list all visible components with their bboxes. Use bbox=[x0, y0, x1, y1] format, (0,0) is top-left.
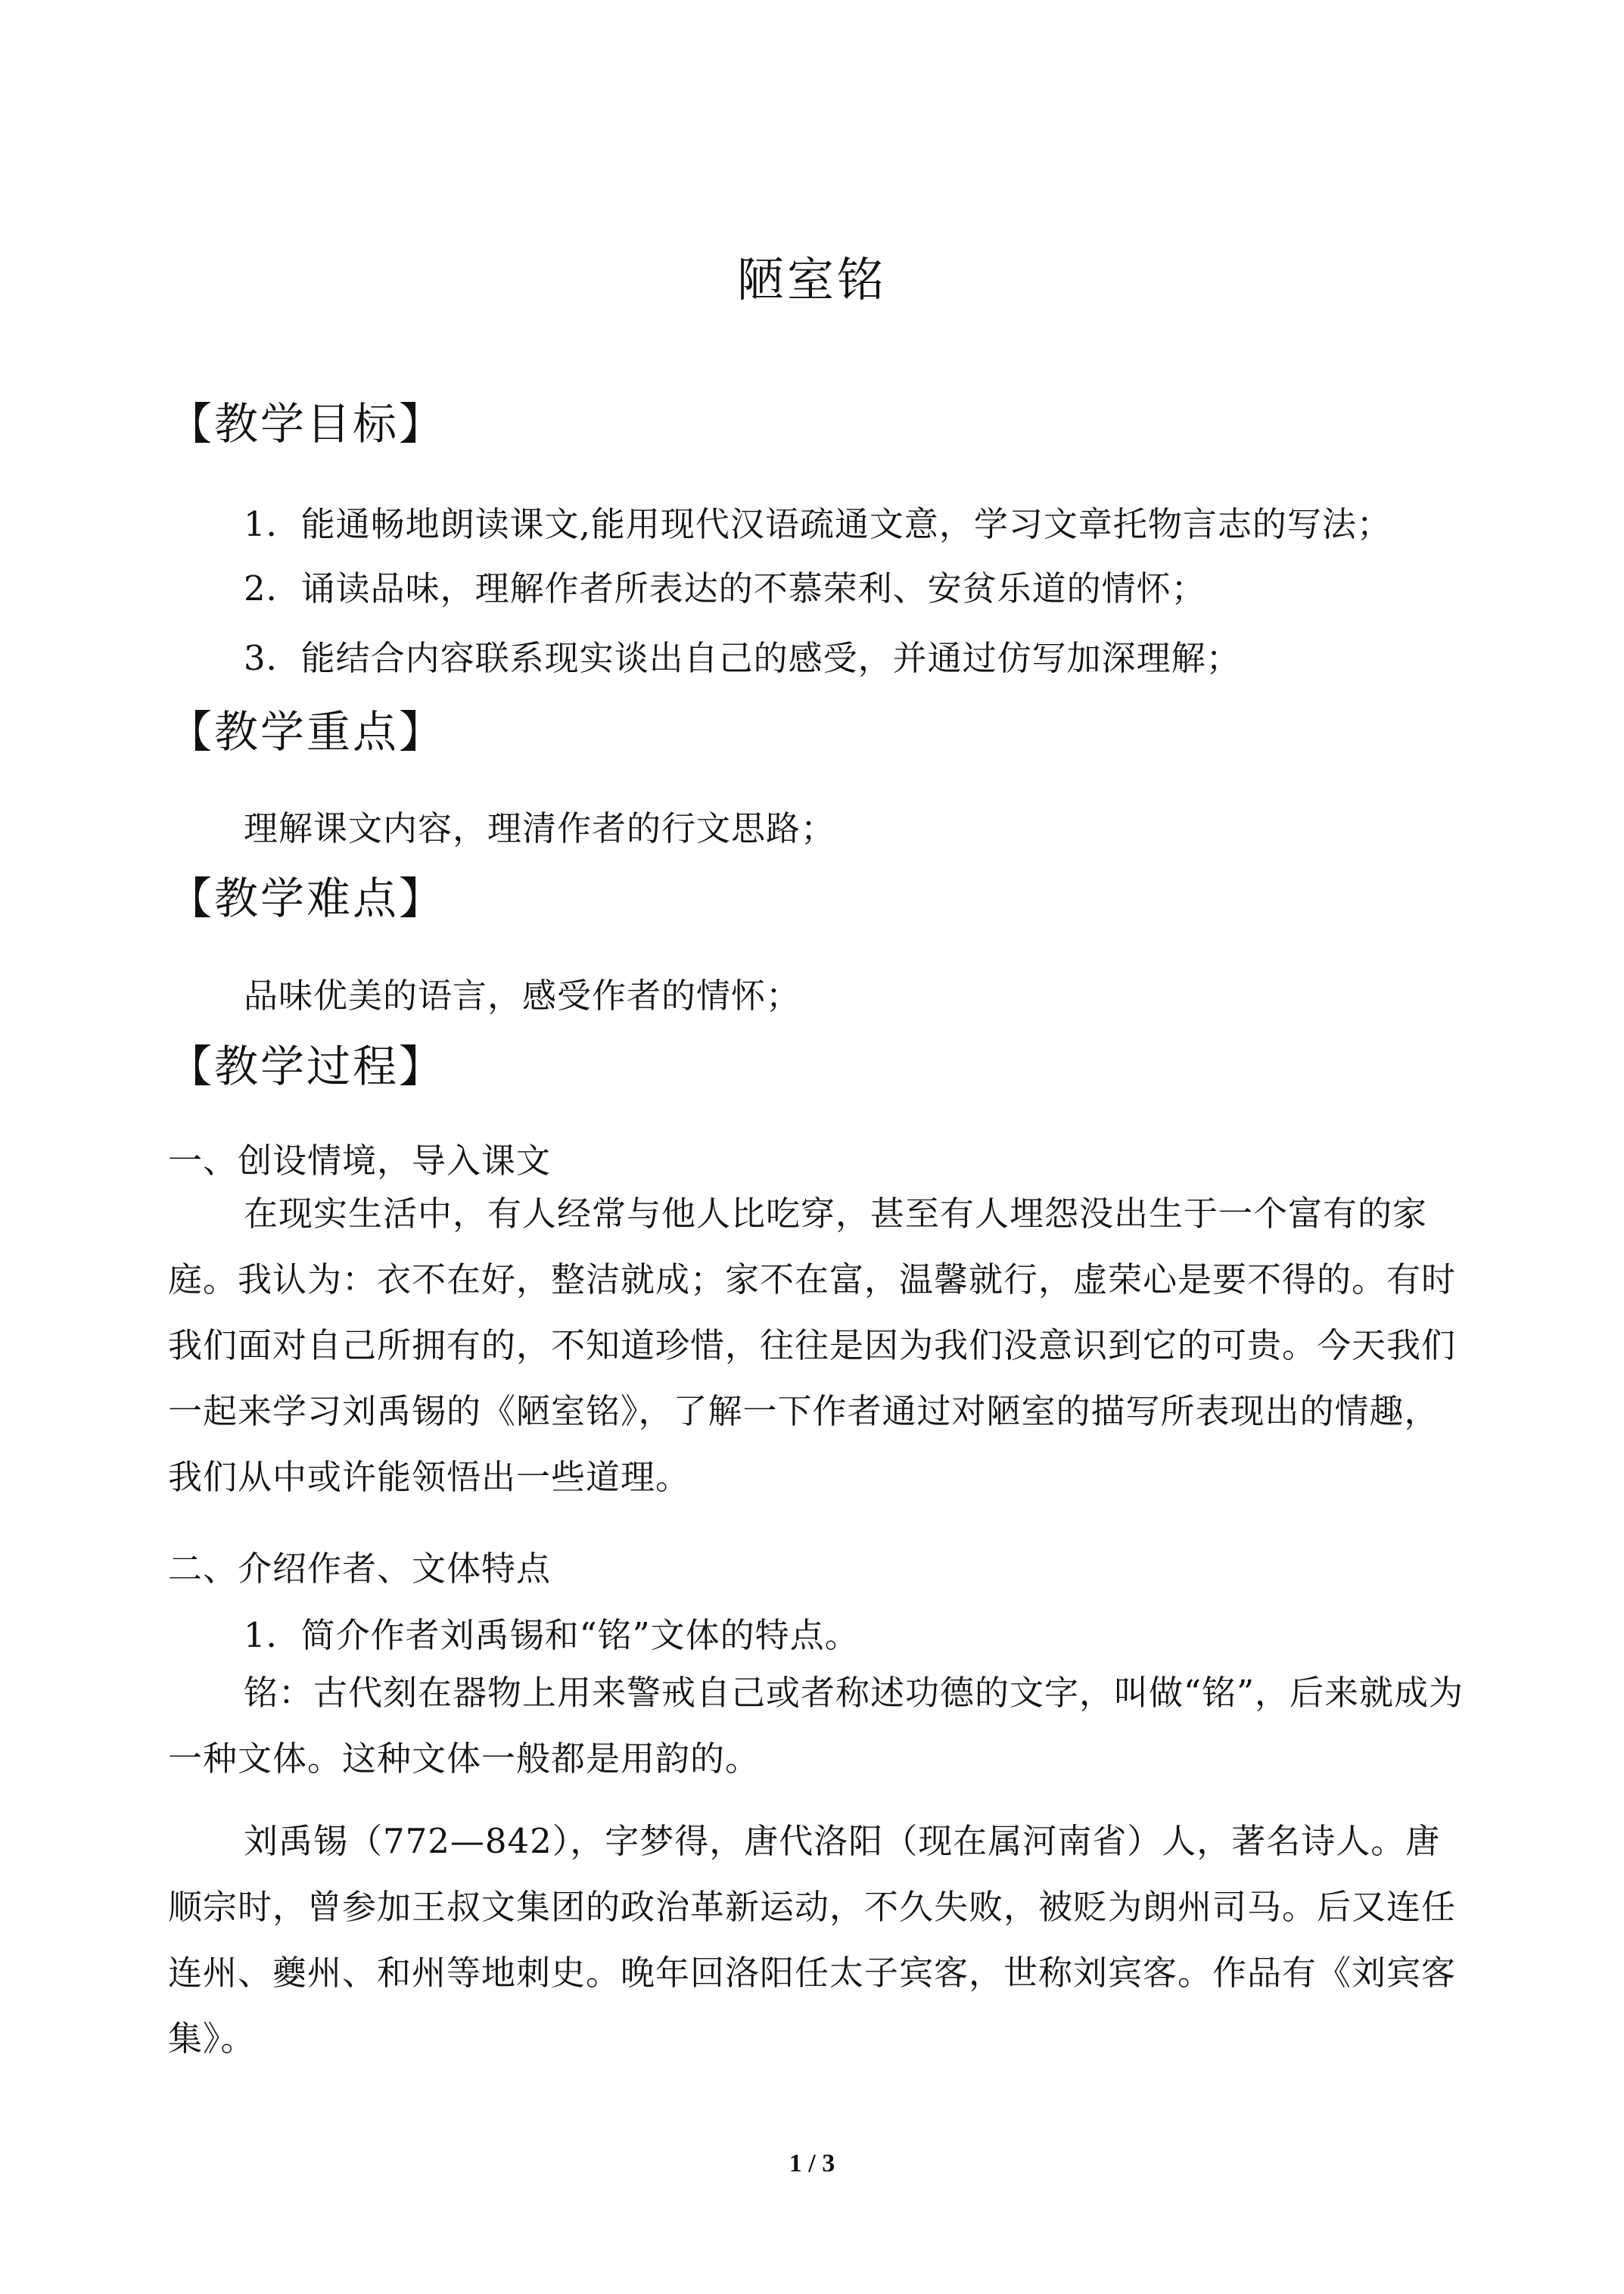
goal-item-1: 1．能通畅地朗读课文,能用现代汉语疏通文意，学习文章托物言志的写法； bbox=[244, 504, 1392, 544]
heading-teaching-goals: 【教学目标】 bbox=[168, 398, 446, 450]
heading-teaching-process: 【教学过程】 bbox=[168, 1041, 446, 1092]
step1-paragraph: 在现实生活中，有人经常与他人比吃穿，甚至有人埋怨没出生于一个富有的家庭。我认为：衣不在好，整洁就成；家不在富，温馨就行，虚荣心是要不得的。有时我们面对自己所拥有的，不知道珍惜，往往是因为我们没意识到它的可贵。今天我们一起来学习刘禹锡的《陋室铭》，了解一下作者通过对陋室的描写所表现出的情趣，我们从中或许能领悟出一些道理。 bbox=[168, 1194, 1457, 1497]
goal-item-3: 3．能结合内容联系现实谈出自己的感受，并通过仿写加深理解； bbox=[244, 638, 1241, 678]
step1-title: 一、创设情境，导入课文 bbox=[168, 1141, 552, 1181]
author-bio-paragraph: 刘禹锡（772—842），字梦得，唐代洛阳（现在属河南省）人，著名诗人。唐顺宗时，曾参加王叔文集团的政治革新运动，不久失败，被贬为朗州司马。后又连任连州、夔州、和州等地刺史。晚年回洛阳任太子宾客，世称刘宾客。作品有《刘宾客集》。 bbox=[168, 1821, 1457, 2059]
page-title: 陋室铭 bbox=[736, 252, 887, 307]
heading-difficulties: 【教学难点】 bbox=[168, 873, 446, 924]
page-number: 1 / 3 bbox=[789, 2149, 835, 2177]
goal-item-2: 2．诵读品味，理解作者所表达的不慕荣利、安贫乐道的情怀； bbox=[244, 568, 1206, 609]
difficulties-text: 品味优美的语言，感受作者的情怀； bbox=[244, 976, 801, 1016]
key-points-text: 理解课文内容，理清作者的行文思路； bbox=[244, 808, 836, 848]
step2-subitem-1: 1．简介作者刘禹锡和“铭”文体的特点。 bbox=[244, 1615, 860, 1655]
heading-key-points: 【教学重点】 bbox=[168, 706, 446, 758]
step2-title: 二、介绍作者、文体特点 bbox=[168, 1549, 552, 1589]
ming-definition-paragraph: 铭：古代刻在器物上用来警戒自己或者称述功德的文字，叫做“铭”，后来就成为一种文体。这种文体一般都是用韵的。 bbox=[168, 1673, 1464, 1779]
